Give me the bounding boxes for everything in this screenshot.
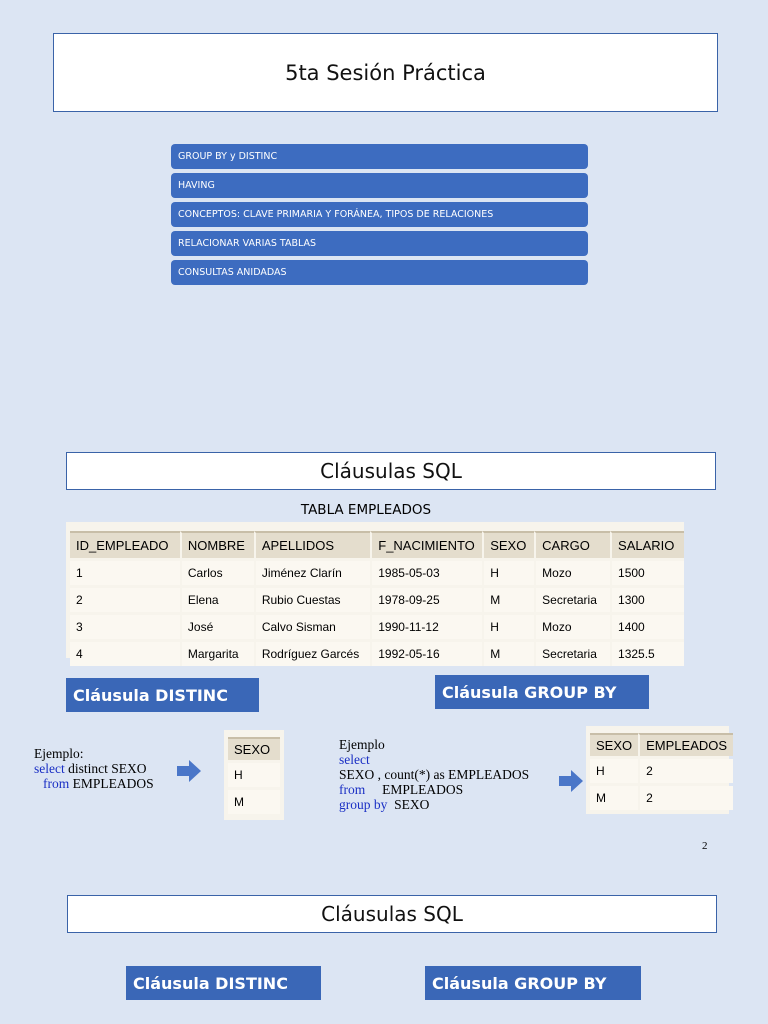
code-line bbox=[339, 797, 529, 812]
column-header: SEXO bbox=[590, 733, 638, 756]
table-cell: Rodríguez Garcés bbox=[254, 642, 370, 666]
code-text: distinct SEXO bbox=[64, 761, 147, 776]
table-header-row bbox=[590, 733, 733, 756]
table-row bbox=[228, 763, 280, 787]
table-cell: 1978-09-25 bbox=[370, 588, 482, 612]
sql-keyword: group by bbox=[339, 797, 388, 812]
table-cell: 3 bbox=[70, 615, 180, 639]
employees-table bbox=[70, 528, 684, 669]
table-cell: 2 bbox=[638, 759, 733, 783]
slide1-title bbox=[53, 33, 718, 112]
table-cell: José bbox=[180, 615, 254, 639]
table-row bbox=[70, 615, 684, 639]
table-caption: TABLA EMPLEADOS bbox=[300, 502, 432, 518]
agenda-item-label: CONCEPTOS: CLAVE PRIMARIA Y FORÁNEA, TIPOS DE RELACIONES bbox=[178, 209, 494, 220]
slide1-title-text: 5ta Sesión Práctica bbox=[285, 60, 486, 85]
table-cell: H bbox=[482, 561, 534, 585]
distinc-label: Cláusula DISTINC bbox=[126, 966, 321, 1000]
table-cell: H bbox=[482, 615, 534, 639]
table-header-row bbox=[228, 737, 280, 760]
slide3-title bbox=[67, 895, 717, 933]
table-cell: M bbox=[590, 786, 638, 810]
column-header: SALARIO bbox=[610, 531, 684, 558]
table-cell: H bbox=[228, 763, 280, 787]
table-cell: 1325.5 bbox=[610, 642, 684, 666]
agenda-item-label: GROUP BY y DISTINC bbox=[178, 151, 278, 162]
table-cell: M bbox=[482, 642, 534, 666]
column-header: CARGO bbox=[534, 531, 610, 558]
groupby-label: Cláusula GROUP BY bbox=[435, 675, 649, 709]
page-number: 2 bbox=[702, 840, 708, 852]
table-header-row bbox=[70, 531, 684, 558]
table-cell: 1992-05-16 bbox=[370, 642, 482, 666]
table-cell: 1 bbox=[70, 561, 180, 585]
table-cell: Margarita bbox=[180, 642, 254, 666]
code-text: SEXO bbox=[387, 797, 430, 812]
table-cell: M bbox=[228, 790, 280, 814]
table-row bbox=[590, 759, 733, 783]
agenda-item bbox=[171, 144, 588, 169]
table-cell: Rubio Cuestas bbox=[254, 588, 370, 612]
groupby-label: Cláusula GROUP BY bbox=[425, 966, 641, 1000]
groupby-code-example bbox=[339, 737, 529, 812]
table-cell: 2 bbox=[638, 786, 733, 810]
column-header: NOMBRE bbox=[180, 531, 254, 558]
column-header: SEXO bbox=[228, 737, 280, 760]
code-line bbox=[34, 761, 154, 776]
agenda-item bbox=[171, 260, 588, 285]
table-cell: H bbox=[590, 759, 638, 783]
table-cell: 1990-11-12 bbox=[370, 615, 482, 639]
sql-keyword: select bbox=[34, 761, 65, 776]
table-cell: 1400 bbox=[610, 615, 684, 639]
code-line: Ejemplo bbox=[339, 737, 385, 752]
table-cell: 1300 bbox=[610, 588, 684, 612]
slide3-title-text: Cláusulas SQL bbox=[321, 902, 463, 926]
agenda-item bbox=[171, 202, 588, 227]
table-row bbox=[590, 786, 733, 810]
table-cell: 1500 bbox=[610, 561, 684, 585]
agenda-list bbox=[171, 144, 588, 289]
employees-table-container bbox=[66, 522, 684, 661]
agenda-item-label: CONSULTAS ANIDADAS bbox=[178, 267, 287, 278]
code-line bbox=[339, 782, 529, 797]
agenda-item bbox=[171, 173, 588, 198]
sql-keyword: from bbox=[339, 782, 366, 797]
table-cell: Elena bbox=[180, 588, 254, 612]
distinc-result-container bbox=[224, 730, 284, 820]
code-line bbox=[34, 776, 154, 791]
column-header: EMPLEADOS bbox=[638, 733, 733, 756]
table-cell: Secretaria bbox=[534, 642, 610, 666]
sql-keyword: select bbox=[339, 752, 370, 767]
column-header: SEXO bbox=[482, 531, 534, 558]
sql-keyword: from bbox=[43, 776, 70, 791]
column-header: F_NACIMIENTO bbox=[370, 531, 482, 558]
code-line: SEXO , count(*) as EMPLEADOS bbox=[339, 767, 530, 782]
table-cell: 2 bbox=[70, 588, 180, 612]
agenda-item-label: RELACIONAR VARIAS TABLAS bbox=[178, 238, 317, 249]
groupby-result-container bbox=[586, 726, 729, 814]
table-cell: Jiménez Clarín bbox=[254, 561, 370, 585]
table-cell: Mozo bbox=[534, 615, 610, 639]
table-cell: M bbox=[482, 588, 534, 612]
table-row bbox=[70, 642, 684, 666]
table-row bbox=[70, 588, 684, 612]
table-cell: 4 bbox=[70, 642, 180, 666]
column-header: APELLIDOS bbox=[254, 531, 370, 558]
agenda-item-label: HAVING bbox=[178, 180, 215, 191]
distinc-result-table bbox=[228, 734, 280, 817]
code-line: Ejemplo: bbox=[34, 746, 84, 761]
code-text: EMPLEADOS bbox=[69, 776, 154, 791]
right-arrow-icon bbox=[559, 770, 583, 792]
code-line bbox=[339, 752, 529, 767]
column-header: ID_EMPLEADO bbox=[70, 531, 180, 558]
table-row bbox=[228, 790, 280, 814]
distinc-label: Cláusula DISTINC bbox=[66, 678, 259, 712]
table-cell: Secretaria bbox=[534, 588, 610, 612]
slide2-title-text: Cláusulas SQL bbox=[320, 459, 462, 483]
slide2-title bbox=[66, 452, 716, 490]
table-cell: Carlos bbox=[180, 561, 254, 585]
groupby-result-table bbox=[590, 730, 733, 813]
distinc-code-example bbox=[34, 746, 154, 791]
code-text: EMPLEADOS bbox=[365, 782, 464, 797]
table-row bbox=[70, 561, 684, 585]
table-cell: Calvo Sisman bbox=[254, 615, 370, 639]
agenda-item bbox=[171, 231, 588, 256]
table-cell: Mozo bbox=[534, 561, 610, 585]
table-cell: 1985-05-03 bbox=[370, 561, 482, 585]
right-arrow-icon bbox=[177, 760, 201, 782]
